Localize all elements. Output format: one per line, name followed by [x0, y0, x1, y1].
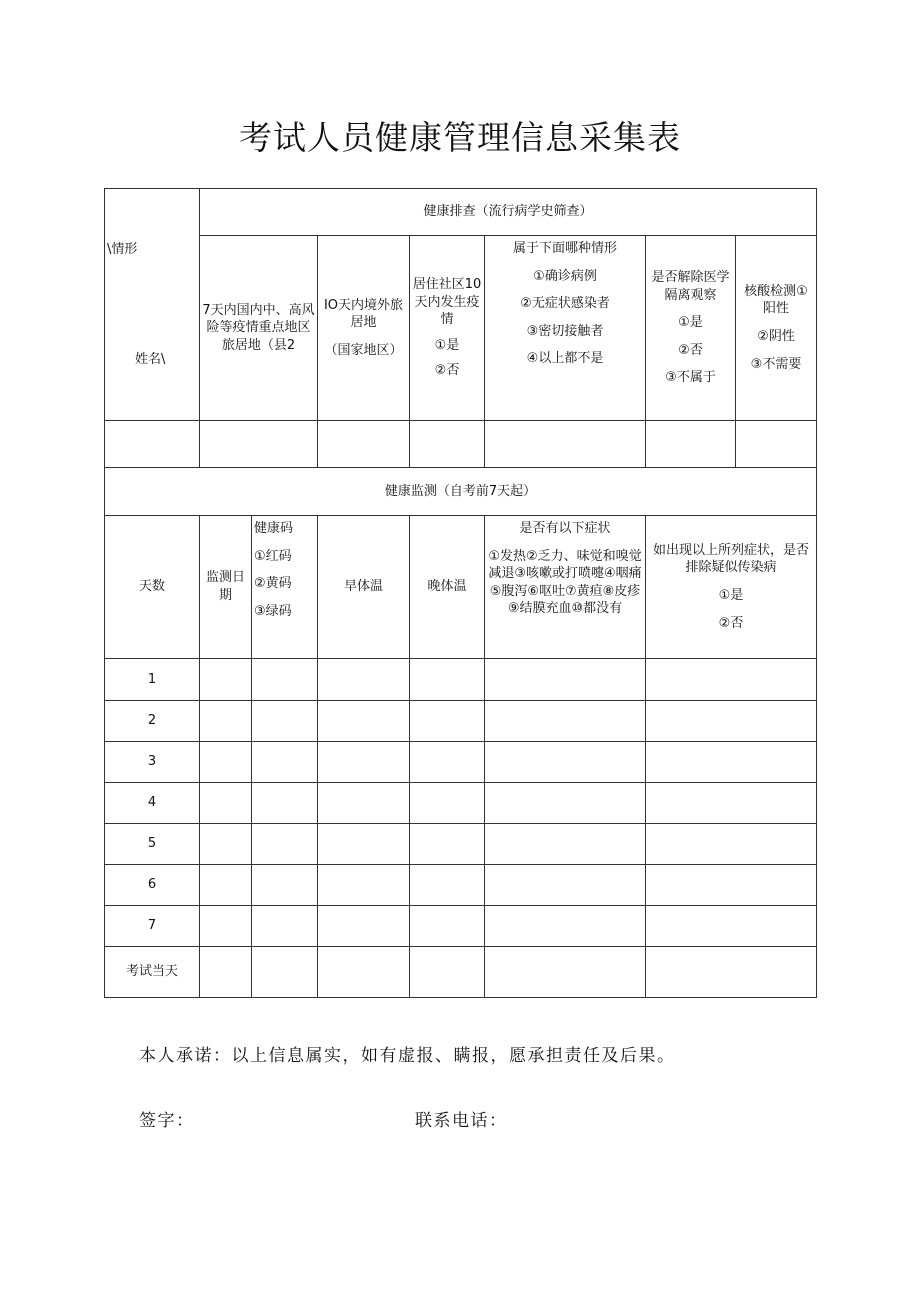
quarantine-entry-cell[interactable]: [646, 421, 736, 468]
day-label: 1: [105, 659, 200, 701]
day-label: 5: [105, 824, 200, 865]
day-label: 考试当天: [105, 947, 200, 998]
code-cell[interactable]: [252, 865, 318, 906]
col-community-outbreak: 居住社区10天内发生疫情 ①是 ②否: [410, 236, 485, 421]
symptoms-cell[interactable]: [485, 865, 646, 906]
date-cell[interactable]: [200, 701, 252, 742]
symptoms-cell[interactable]: [485, 701, 646, 742]
phone-label: 联系电话：: [415, 1111, 508, 1131]
col-quarantine-release: 是否解除医学隔离观察 ①是 ②否 ③不属于: [646, 236, 736, 421]
evening-temp-cell[interactable]: [410, 906, 485, 947]
day-label: 3: [105, 742, 200, 783]
exclude-cell[interactable]: [646, 659, 817, 701]
col-health-code: 健康码 ①红码 ②黄码 ③绿码: [252, 516, 318, 659]
morning-temp-cell[interactable]: [318, 659, 410, 701]
date-cell[interactable]: [200, 659, 252, 701]
table-row: [105, 824, 817, 865]
code-cell[interactable]: [252, 783, 318, 824]
screening-header: 健康排查（流行病学史筛查）: [200, 189, 817, 236]
table-row: [105, 701, 817, 742]
evening-temp-cell[interactable]: [410, 659, 485, 701]
morning-temp-cell[interactable]: [318, 906, 410, 947]
evening-temp-cell[interactable]: [410, 947, 485, 998]
exclude-cell[interactable]: [646, 783, 817, 824]
col-nucleic-test: 核酸检测①阳性 ②阴性 ③不需要: [736, 236, 817, 421]
code-cell[interactable]: [252, 659, 318, 701]
date-cell[interactable]: [200, 824, 252, 865]
col-symptoms: 是否有以下症状 ①发热②乏力、味觉和嗅觉减退③咳嗽或打喷嚏④咽痛⑤腹泻⑥呕吐⑦黄疸⑧皮疹⑨结膜充血⑩都没有: [485, 516, 646, 659]
col-overseas-travel: IO天内境外旅居地 （国家地区）: [318, 236, 410, 421]
monitoring-table: [104, 515, 817, 998]
col-evening-temp: 晚体温: [410, 516, 485, 659]
exclude-cell[interactable]: [646, 947, 817, 998]
date-cell[interactable]: [200, 742, 252, 783]
day-label: 2: [105, 701, 200, 742]
symptoms-cell[interactable]: [485, 742, 646, 783]
exclude-cell[interactable]: [646, 906, 817, 947]
date-cell[interactable]: [200, 947, 252, 998]
corner-name-label: 姓名\: [135, 352, 166, 367]
date-cell[interactable]: [200, 906, 252, 947]
evening-temp-cell[interactable]: [410, 701, 485, 742]
evening-temp-cell[interactable]: [410, 742, 485, 783]
screening-entry-row: [105, 421, 817, 468]
name-entry-cell[interactable]: [105, 421, 200, 468]
evening-temp-cell[interactable]: [410, 783, 485, 824]
overseas-entry-cell[interactable]: [318, 421, 410, 468]
domestic-entry-cell[interactable]: [200, 421, 318, 468]
col-morning-temp: 早体温: [318, 516, 410, 659]
exclude-cell[interactable]: [646, 824, 817, 865]
date-cell[interactable]: [200, 865, 252, 906]
code-cell[interactable]: [252, 701, 318, 742]
screening-table: [104, 188, 817, 516]
monitoring-header: 健康监测（自考前7天起）: [105, 468, 817, 516]
situation-entry-cell[interactable]: [485, 421, 646, 468]
date-cell[interactable]: [200, 783, 252, 824]
morning-temp-cell[interactable]: [318, 865, 410, 906]
day-label: 7: [105, 906, 200, 947]
code-cell[interactable]: [252, 824, 318, 865]
exclude-cell[interactable]: [646, 742, 817, 783]
pledge-statement: 本人承诺：以上信息属实，如有虚报、瞒报，愿承担责任及后果。: [139, 1046, 676, 1066]
symptoms-cell[interactable]: [485, 947, 646, 998]
morning-temp-cell[interactable]: [318, 947, 410, 998]
symptoms-cell[interactable]: [485, 906, 646, 947]
symptoms-cell[interactable]: [485, 659, 646, 701]
page-title: 考试人员健康管理信息采集表: [239, 118, 681, 157]
code-cell[interactable]: [252, 906, 318, 947]
corner-situation-label: \情形: [107, 242, 138, 257]
exclude-cell[interactable]: [646, 701, 817, 742]
corner-cell: [105, 189, 200, 421]
day-label: 6: [105, 865, 200, 906]
col-exclude-infection: 如出现以上所列症状，是否排除疑似传染病 ①是 ②否: [646, 516, 817, 659]
table-row: [105, 947, 817, 998]
col-days: 天数: [105, 516, 200, 659]
col-domestic-travel: 7天内国内中、高风险等疫情重点地区旅居地（县2: [200, 236, 318, 421]
morning-temp-cell[interactable]: [318, 742, 410, 783]
test-entry-cell[interactable]: [736, 421, 817, 468]
signature-label: 签字：: [139, 1111, 195, 1131]
morning-temp-cell[interactable]: [318, 783, 410, 824]
table-row: [105, 906, 817, 947]
table-row: [105, 742, 817, 783]
morning-temp-cell[interactable]: [318, 824, 410, 865]
code-cell[interactable]: [252, 947, 318, 998]
evening-temp-cell[interactable]: [410, 824, 485, 865]
exclude-cell[interactable]: [646, 865, 817, 906]
morning-temp-cell[interactable]: [318, 701, 410, 742]
col-situation: 属于下面哪种情形 ①确诊病例 ②无症状感染者 ③密切接触者 ④以上都不是: [485, 236, 646, 421]
symptoms-cell[interactable]: [485, 824, 646, 865]
evening-temp-cell[interactable]: [410, 865, 485, 906]
col-monitor-date: 监测日期: [200, 516, 252, 659]
code-cell[interactable]: [252, 742, 318, 783]
table-row: [105, 865, 817, 906]
table-row: [105, 659, 817, 701]
symptoms-cell[interactable]: [485, 783, 646, 824]
community-entry-cell[interactable]: [410, 421, 485, 468]
table-row: [105, 783, 817, 824]
day-label: 4: [105, 783, 200, 824]
